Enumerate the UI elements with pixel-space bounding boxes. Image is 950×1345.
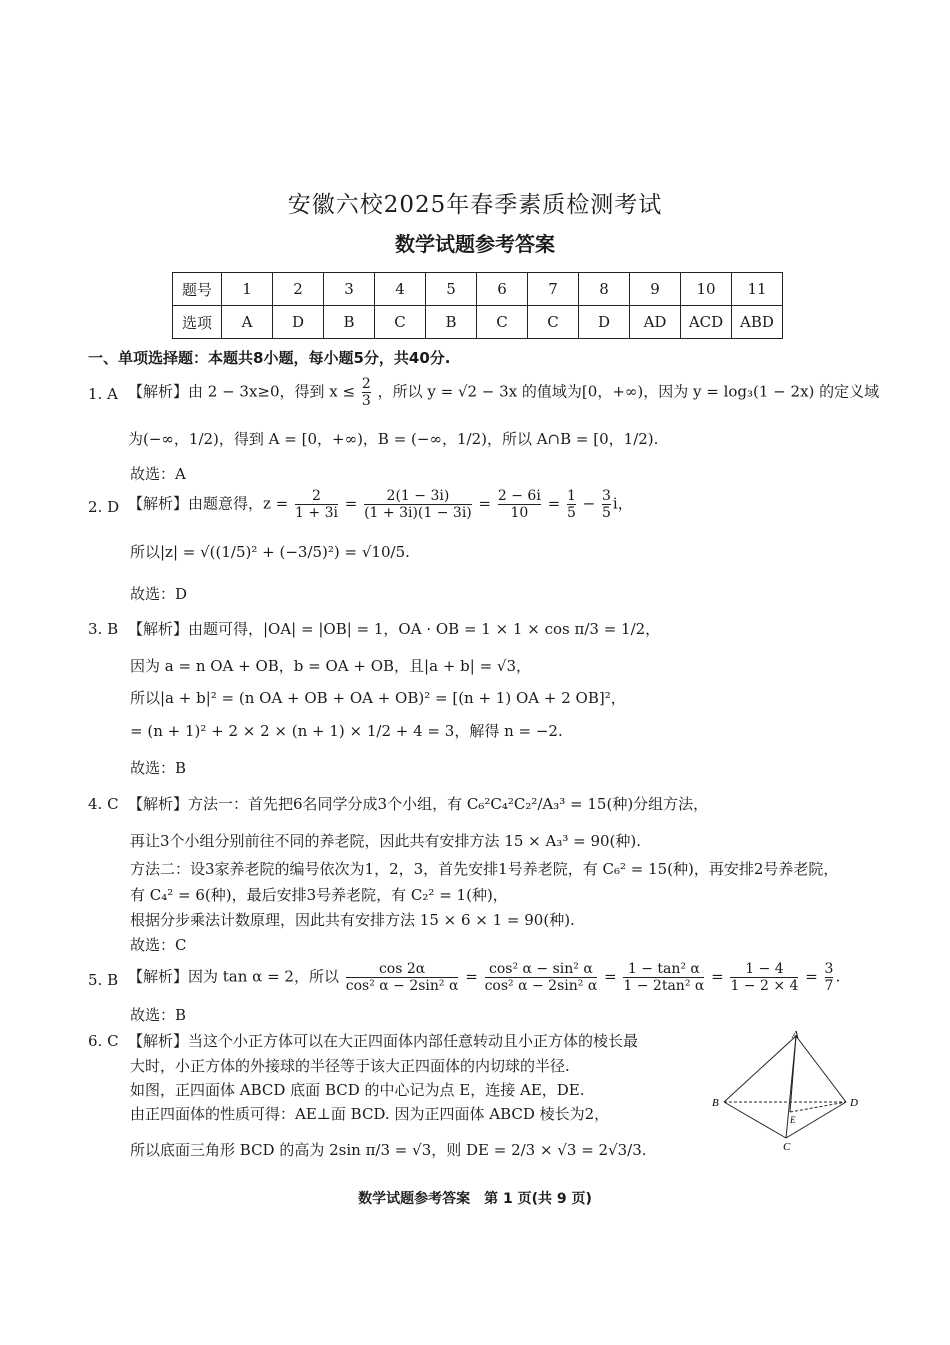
table-cell: 10 [681, 273, 732, 306]
fraction: $\frac{3}{5}$ [601, 488, 611, 522]
fraction: $\frac{1 - 4}{1 - 2 \times 4}$ [730, 961, 799, 995]
q3-line-4: = (n + 1)² + 2 × 2 × (n + 1) × 1/2 + 4 = 3，解得 n = −2. [130, 722, 563, 740]
q6-line-2: 大时，小正方体的外接球的半径等于该大正四面体的内切球的半径. [130, 1057, 570, 1075]
fraction: $\frac{\text{cos² α − sin² α}}{\text{cos² α − 2sin² α}}$ [484, 961, 598, 995]
table-cell: 5 [426, 273, 477, 306]
q4-choose: 故选：C [130, 936, 187, 954]
vertex-label-b: B [712, 1097, 719, 1109]
table-cell: 7 [528, 273, 579, 306]
table-cell: C [375, 306, 426, 339]
point-label-e: E [790, 1115, 796, 1125]
q6-line-3: 如图，正四面体 ABCD 底面 BCD 的中心记为点 E，连接 AE，DE. [130, 1081, 585, 1099]
fraction: $\frac{\cos 2\alpha}{\text{cos² α − 2sin² α}}$ [345, 961, 459, 995]
question-number: 1. A [88, 385, 118, 403]
fraction: $\frac{2 - 6i}{10}$ [497, 488, 541, 522]
q6-line-4: 由正四面体的性质可得：AE⊥面 BCD. 因为正四面体 ABCD 棱长为2， [130, 1105, 610, 1123]
q1-text-b: ，所以 y = √2 − 3x 的值域为[0，+∞)，因为 y = log₃(1 − 2x) 的定义域 [377, 382, 880, 401]
table-cell: D [579, 306, 630, 339]
vertex-label-a: A [792, 1029, 799, 1041]
table-cell: C [477, 306, 528, 339]
q4-line-5: 根据分步乘法计数原理，因此共有安排方法 15 × 6 × 1 = 90(种). [130, 911, 575, 929]
q5-text: 【解析】因为 tan α = 2，所以 [128, 967, 339, 986]
q2-line-2: 所以|z| = √((1/5)² + (−3/5)²) = √10/5. [130, 543, 410, 561]
table-cell: ABD [732, 306, 783, 339]
q3-line-3: 所以|a + b|² = (n OA + OB + OA + OB)² = [(n + 1) OA + 2 OB]²， [130, 689, 626, 707]
question-number: 2. D [88, 498, 120, 516]
q5-choose: 故选：B [130, 1006, 187, 1024]
question-number: 5. B [88, 971, 119, 989]
page-subtitle: 数学试题参考答案 [395, 232, 555, 256]
q1-line-1 [128, 376, 879, 409]
q3-line-2: 因为 a = n OA + OB，b = OA + OB，且|a + b| = √3， [130, 657, 532, 675]
table-cell: 9 [630, 273, 681, 306]
q1-text-a: 【解析】由 2 − 3x≥0，得到 x ≤ [128, 382, 356, 401]
table-cell: A [222, 306, 273, 339]
tetrahedron-figure [710, 1028, 870, 1153]
table-header-cell: 选项 [173, 306, 222, 339]
page-title: 安徽六校2025年春季素质检测考试 [287, 192, 663, 218]
answer-table [172, 272, 783, 339]
table-cell: B [324, 306, 375, 339]
table-cell: ACD [681, 306, 732, 339]
vertex-label-c: C [783, 1141, 791, 1153]
fraction: $\frac{2(1 - 3i)}{(1 + 3i)(1 - 3i)}$ [364, 488, 472, 522]
q2-choose: 故选：D [130, 585, 188, 603]
fraction: $\frac{2}{1 + 3i}$ [295, 488, 338, 522]
question-number: 6. C [88, 1032, 119, 1050]
q4-line-1: 【解析】方法一：首先把6名同学分成3个小组，有 C₆²C₄²C₂²/A₃³ = 15(种)分组方法， [128, 795, 709, 813]
question-number: 3. B [88, 620, 119, 638]
fraction: $\frac{\text{1 − tan² α}}{\text{1 − 2tan² α}}$ [623, 961, 705, 995]
q1-choose: 故选：A [130, 465, 186, 483]
table-cell: D [273, 306, 324, 339]
table-cell: 2 [273, 273, 324, 306]
q5-line-1: 【解析】因为 tan α = 2，所以 $\frac{\cos 2\alpha}{\text{cos² α − 2sin² α}}$ = $\frac{\text{cos² α − sin² α}}{\text{cos² α − 2sin² α}}$ = $\frac{\text{1 − tan² α}}{\text{1 − 2tan² α}}$ = $\frac{1 - 4}{1 - 2 \times 4}$ = $\frac{3}{7}$ . [128, 961, 841, 995]
table-cell: 11 [732, 273, 783, 306]
table-row [173, 306, 783, 339]
q2-text: 【解析】由题意得，z = [128, 494, 289, 513]
fraction: $\frac{2}{3}$ [361, 376, 371, 410]
table-cell: 3 [324, 273, 375, 306]
table-cell: AD [630, 306, 681, 339]
page-footer: 数学试题参考答案 第 1 页(共 9 页) [358, 1191, 592, 1207]
table-header-cell: 题号 [173, 273, 222, 306]
q2-line-1: 【解析】由题意得，z = $\frac{2}{1 + 3i}$ = $\frac{2(1 - 3i)}{(1 + 3i)(1 - 3i)}$ = $\frac{2 - 6i}{10}$ = $\frac{1}{5}$ − $\frac{3}{5}$ i， [128, 488, 633, 522]
section-heading: 一、单项选择题：本题共8小题，每小题5分，共40分. [88, 349, 451, 367]
table-row [173, 273, 783, 306]
q3-line-1: 【解析】由题可得，|OA| = |OB| = 1，OA · OB = 1 × 1 × cos π/3 = 1/2， [128, 620, 661, 638]
fraction: $\frac{3}{7}$ [824, 961, 834, 995]
fraction: $\frac{1}{5}$ [566, 488, 576, 522]
q1-line-2: 为(−∞，1/2)，得到 A = [0，+∞)，B = (−∞，1/2)，所以 A∩B = [0，1/2). [128, 430, 659, 448]
q3-choose: 故选：B [130, 759, 187, 777]
table-cell: B [426, 306, 477, 339]
q6-line-1: 【解析】当这个小正方体可以在大正四面体内部任意转动且小正方体的棱长最 [128, 1032, 639, 1050]
q6-line-5: 所以底面三角形 BCD 的高为 2sin π/3 = √3，则 DE = 2/3 × √3 = 2√3/3. [130, 1141, 647, 1159]
vertex-label-d: D [850, 1097, 858, 1109]
q4-line-2: 再让3个小组分别前往不同的养老院，因此共有安排方法 15 × A₃³ = 90(种). [130, 832, 642, 850]
table-cell: 8 [579, 273, 630, 306]
question-number: 4. C [88, 795, 119, 813]
table-cell: 4 [375, 273, 426, 306]
table-cell: 1 [222, 273, 273, 306]
table-cell: 6 [477, 273, 528, 306]
q4-line-4: 有 C₄² = 6(种)，最后安排3号养老院，有 C₂² = 1(种)， [130, 886, 508, 904]
table-cell: C [528, 306, 579, 339]
q4-line-3: 方法二：设3家养老院的编号依次为1，2，3，首先安排1号养老院，有 C₆² = 15(种)，再安排2号养老院， [130, 860, 839, 878]
